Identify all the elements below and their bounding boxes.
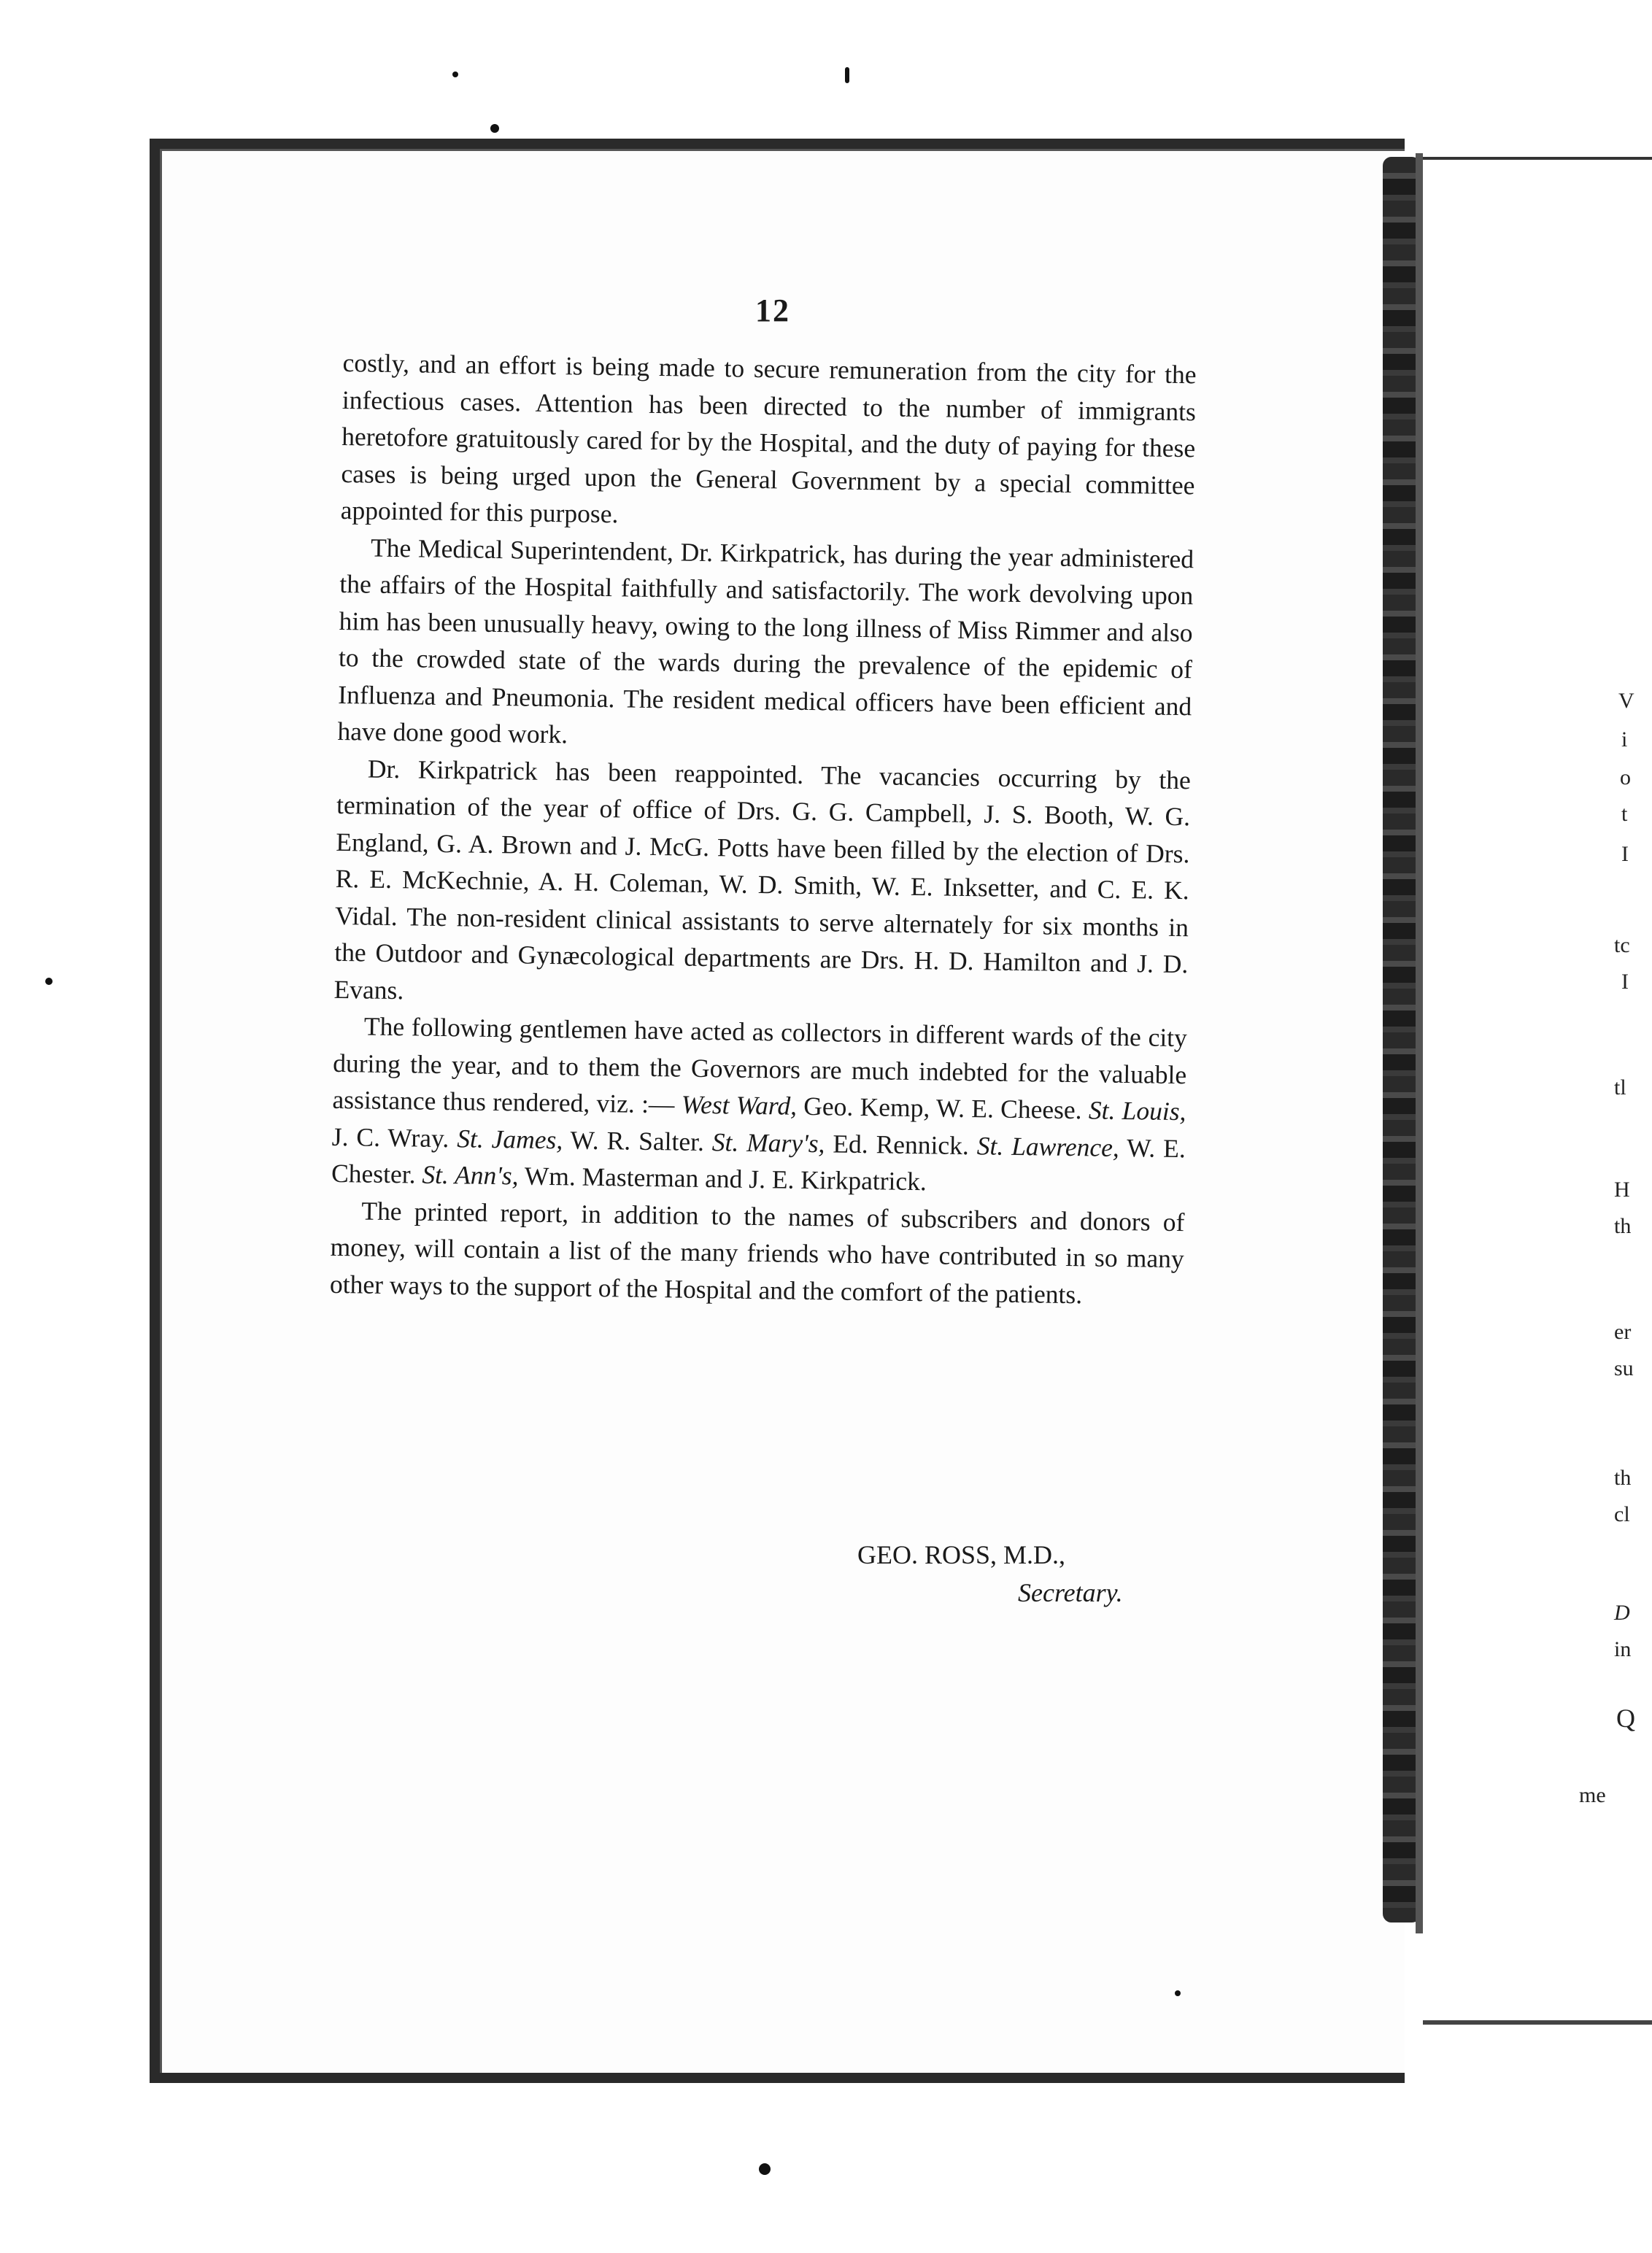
facing-fragment: t [1621,802,1628,826]
facing-fragment: tc [1614,933,1630,957]
scan-speck [490,124,499,133]
facing-fragment: i [1621,727,1628,751]
ward-name: St. Louis, [1088,1095,1186,1126]
facing-fragment: th [1614,1466,1632,1490]
ward-name: St. Ann's, [422,1159,519,1191]
paragraph: The Medical Superintendent, Dr. Kirkpatrick, has during the year administered the affairs of the Hospital faithfully and satisfactorily. The work devolving upon him has been unusually heavy, owing to the long illness of Miss Rimmer and also to the crowded state of the wards during the prevalence of the epidemic of Influenza and Pneumonia. The resident medical officers have been efficient and have done good work. [337,533,1194,749]
body-text [330,344,1197,1314]
ward-collectors: J. C. Wray. [331,1121,449,1153]
ward-collectors: Ed. Rennick. [833,1128,970,1160]
scan-speck [452,72,458,77]
paragraph: costly, and an effort is being made to secure remuneration from the city for the infectious cases. Attention has been directed to the number of immigrants heretofore gratuitously cared for by the Hospital, and the duty of paying for these cases is being urged upon the General Government by a special committee appointed for this purpose. [340,347,1197,529]
binding-edge [1416,153,1423,1933]
scan-speck [759,2163,771,2175]
facing-fragment: su [1614,1356,1634,1380]
facing-fragment: tl [1614,1075,1626,1100]
paragraph: Dr. Kirkpatrick has been reappointed. The vacancies occurring by the termination of the year of office of Drs. G. G. Campbell, J. S. Booth, W. G. England, G. A. Brown and J. McG. Potts have been filled by the election of Drs. R. E. McKechnie, A. H. Coleman, W. D. Smith, W. E. Inksetter, and C. E. K. Vidal. The non-resident clinical assistants to serve alternately for six months in the Outdoor and Gynæcological departments are Drs. H. D. Hamilton and J. D. Evans. [333,754,1192,1005]
scan-speck [845,67,849,83]
facing-page [1423,157,1652,2025]
signature-title: Secretary. [1018,1578,1123,1607]
ward-name: St. James, [457,1123,563,1154]
ward-collectors: W. E. Chester. [331,1132,1186,1189]
scan-speck [45,978,53,985]
signature-block [857,1536,1123,1612]
facing-fragment: V [1618,689,1634,713]
facing-fragment: o [1620,765,1631,789]
facing-fragment: in [1614,1637,1632,1661]
facing-fragment: I [1621,842,1629,866]
signature-name: GEO. ROSS, M.D., [857,1540,1066,1569]
facing-fragment: th [1614,1214,1632,1238]
ward-collectors: Wm. Masterman and J. E. Kirkpatrick. [524,1161,927,1197]
ward-collectors: W. R. Salter. [570,1124,705,1156]
ward-name: St. Mary's, [711,1126,825,1158]
facing-fragment: D [1614,1601,1630,1625]
facing-fragment: cl [1614,1502,1630,1526]
page-number: 12 [755,293,790,328]
paragraph: The printed report, in addition to the names of subscribers and donors of money, will contain a list of the many friends who have contributed in so many other ways to the support of the Hospital and the comfort of the patients. [329,1195,1185,1309]
facing-fragment: I [1621,970,1629,994]
facing-fragment: er [1614,1320,1632,1344]
facing-fragment: Q [1616,1704,1635,1733]
facing-fragment: me [1579,1783,1606,1807]
collectors-intro: The following gentlemen have acted as collectors in different wards of the city during the year, and to them the Governors are much indebted for the valuable assistance thus rendered, viz. :— [332,1011,1188,1119]
collectors-paragraph [331,1008,1187,1204]
facing-fragment: H [1614,1178,1630,1202]
ward-collectors: Geo. Kemp, W. E. Cheese. [803,1091,1082,1125]
ward-name: St. Lawrence, [976,1130,1120,1162]
scan-speck [1175,1990,1181,1996]
ward-name: West Ward, [681,1089,798,1121]
